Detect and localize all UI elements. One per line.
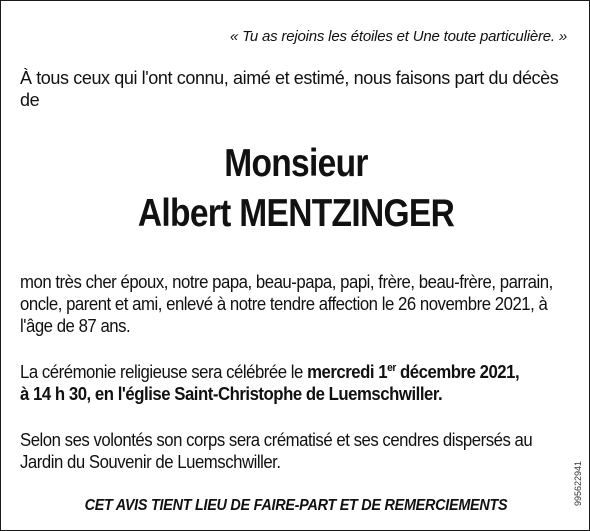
ceremony-place: à 14 h 30, en l'église Saint-Christophe de Luemschwiller. (20, 384, 443, 404)
family-text: mon très cher époux, notre papa, beau-papa, papi, frère, beau-frère, parrain, oncle, parent et ami, enlevé à notre tendre affection le 26 novembre 2021, à l'âge de 87 ans. (20, 272, 553, 336)
ceremony-intro: La cérémonie religieuse sera célébrée le (20, 362, 308, 382)
quote-text: « Tu as rejoins les étoiles et Une toute particulière. » (229, 28, 567, 45)
title-monsieur: Monsieur (224, 142, 368, 185)
ceremony-day: mercredi 1 (307, 362, 388, 382)
ceremony-superscript: er (387, 362, 396, 374)
intro-text: À tous ceux qui l'ont connu, aimé et estimé, nous faisons part du décès de (20, 68, 559, 110)
reference-number: 995622941 (573, 460, 583, 506)
cremation-text: Selon ses volontés son corps sera crématisé et ses cendres dispersés au Jardin du Souvenir de Luemschwiller. (20, 430, 533, 472)
ceremony-text (20, 361, 583, 405)
footer-notice: CET AVIS TIENT LIEU DE FAIRE-PART ET DE REMERCIEMENTS (84, 497, 508, 514)
ceremony-date: décembre 2021, (395, 362, 520, 382)
deceased-name: Albert MENTZINGER (137, 192, 455, 235)
